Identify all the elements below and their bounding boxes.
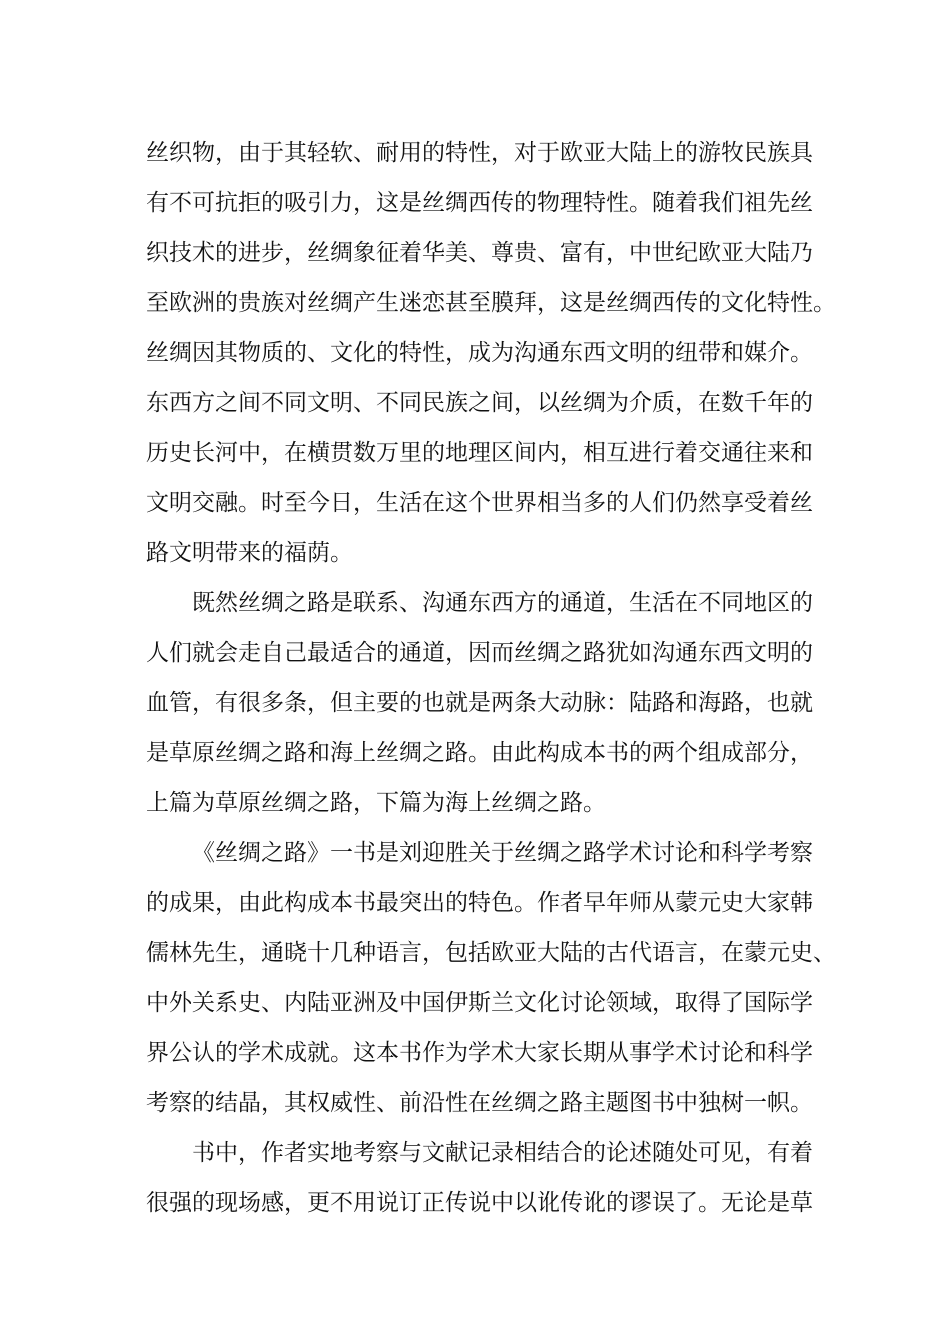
text-line: 《丝绸之路》一书是刘迎胜关于丝绸之路学术讨论和科学考察	[192, 840, 813, 866]
paragraph-2	[146, 578, 826, 828]
text-line: 文明交融。时至今日，生活在这个世界相当多的人们仍然享受着丝	[146, 490, 813, 516]
text-line: 上篇为草原丝绸之路，下篇为海上丝绸之路。	[146, 790, 606, 816]
text-line: 丝织物，由于其轻软、耐用的特性，对于欧亚大陆上的游牧民族具	[146, 140, 813, 166]
text-line: 考察的结晶，其权威性、前沿性在丝绸之路主题图书中独树一帜。	[146, 1090, 813, 1116]
text-line: 路文明带来的福荫。	[146, 540, 353, 566]
text-line: 历史长河中，在横贯数万里的地理区间内，相互进行着交通往来和	[146, 440, 813, 466]
paragraph-3	[146, 828, 836, 1128]
text-line: 界公认的学术成就。这本书作为学术大家长期从事学术讨论和科学	[146, 1040, 813, 1066]
text-line: 丝绸因其物质的、文化的特性，成为沟通东西文明的纽带和媒介。	[146, 340, 813, 366]
body-text	[146, 128, 836, 1228]
text-line: 织技术的进步，丝绸象征着华美、尊贵、富有，中世纪欧亚大陆乃	[146, 240, 813, 266]
text-line: 很强的现场感，更不用说订正传说中以讹传讹的谬误了。无论是草	[146, 1190, 813, 1216]
text-line: 儒林先生，通晓十几种语言，包括欧亚大陆的古代语言，在蒙元史、	[146, 940, 836, 966]
text-line: 的成果，由此构成本书最突出的特色。作者早年师从蒙元史大家韩	[146, 890, 813, 916]
text-line: 既然丝绸之路是联系、沟通东西方的通道，生活在不同地区的	[192, 590, 813, 616]
text-line: 书中，作者实地考察与文献记录相结合的论述随处可见，有着	[192, 1140, 813, 1166]
text-line: 有不可抗拒的吸引力，这是丝绸西传的物理特性。随着我们祖先丝	[146, 190, 813, 216]
text-line: 东西方之间不同文明、不同民族之间，以丝绸为介质，在数千年的	[146, 390, 813, 416]
paragraph-4	[146, 1128, 826, 1228]
text-line: 中外关系史、内陆亚洲及中国伊斯兰文化讨论领域，取得了国际学	[146, 990, 813, 1016]
text-line: 血管，有很多条，但主要的也就是两条大动脉：陆路和海路，也就	[146, 690, 813, 716]
text-line: 是草原丝绸之路和海上丝绸之路。由此构成本书的两个组成部分，	[146, 740, 813, 766]
text-line: 人们就会走自己最适合的通道，因而丝绸之路犹如沟通东西文明的	[146, 640, 813, 666]
paragraph-1	[146, 128, 836, 578]
text-line: 至欧洲的贵族对丝绸产生迷恋甚至膜拜，这是丝绸西传的文化特性。	[146, 290, 836, 316]
